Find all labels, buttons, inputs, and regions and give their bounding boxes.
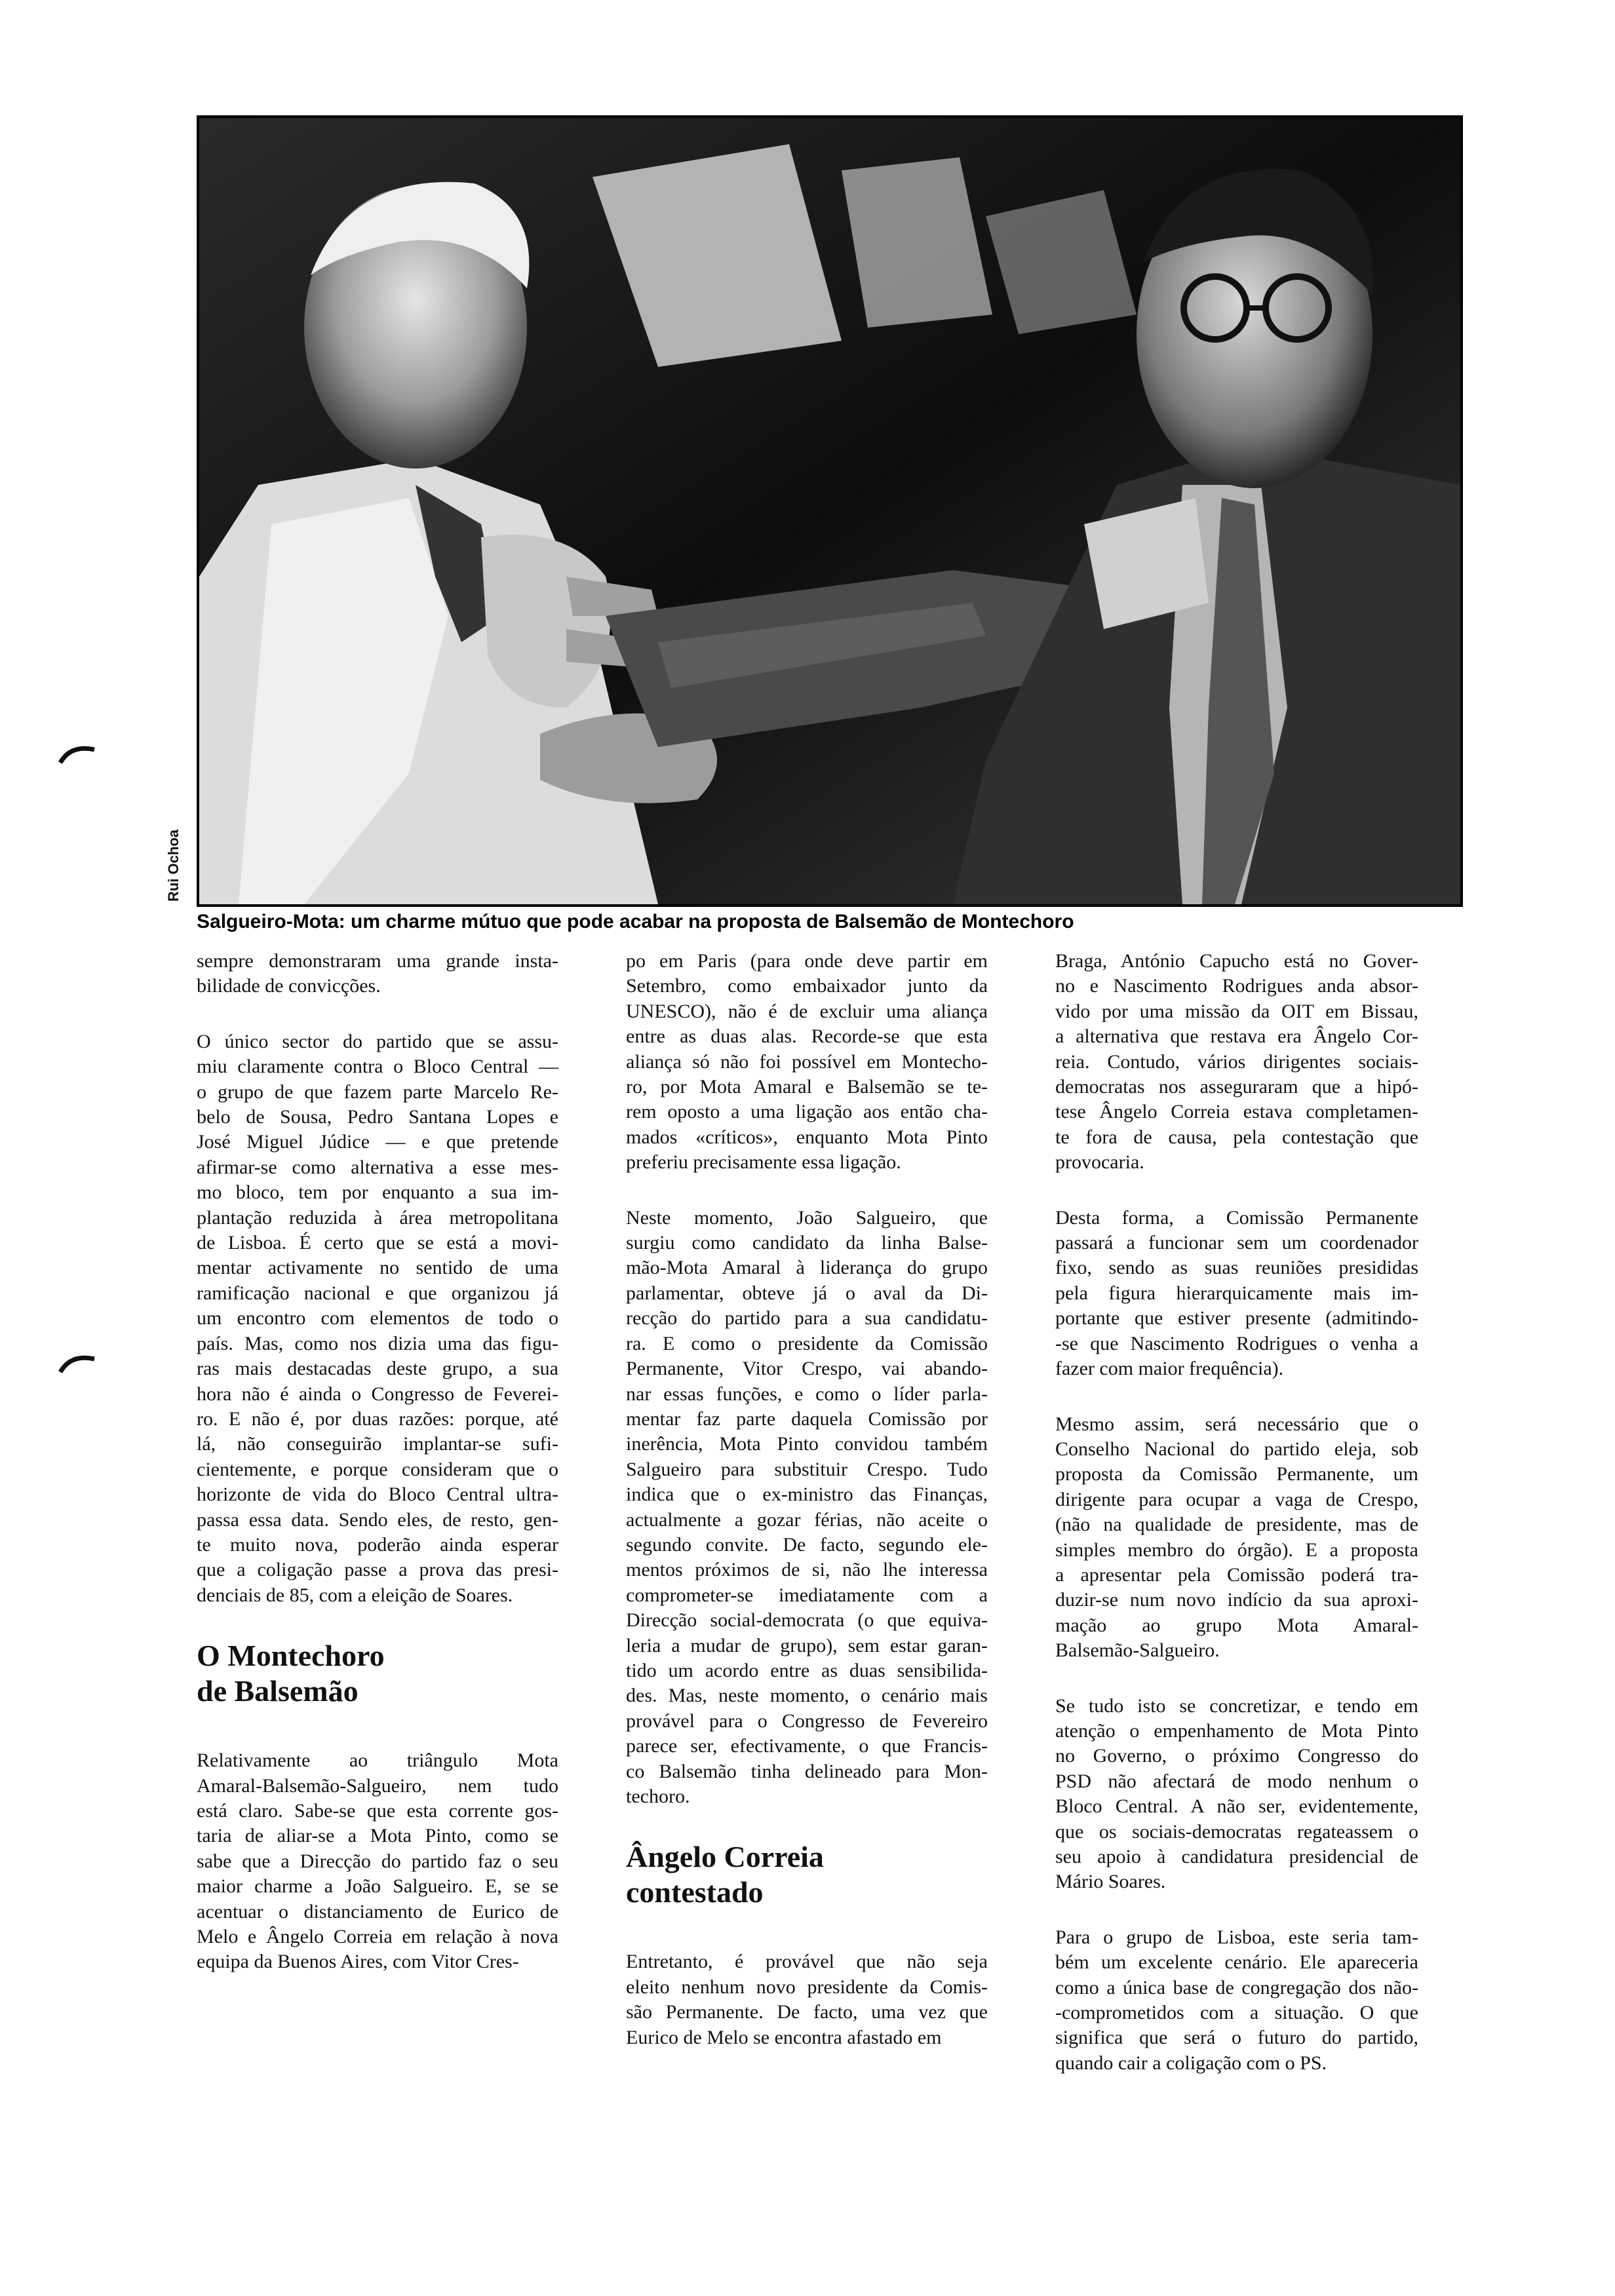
text-line: mão-Mota Amaral à liderança do grupo [626, 1257, 988, 1279]
text-line: des. Mas, neste momento, o cenário mais [626, 1685, 988, 1707]
text-line: equipa da Buenos Aires, com Vitor Cres- [197, 1951, 519, 1973]
text-line: passará a funcionar sem um coordenador [1055, 1232, 1418, 1254]
text-line: a alternativa que restava era Ângelo Cor- [1055, 1025, 1418, 1048]
text-line: Ângelo Correia [626, 1840, 824, 1874]
subheading [626, 1839, 988, 1910]
photo-image [199, 118, 1460, 904]
text-line: denciais de 85, com a eleição de Soares. [197, 1584, 513, 1606]
text-line: reia. Contudo, vários dirigentes sociais- [1055, 1050, 1418, 1073]
text-line: simples membro do órgão). E a proposta [1055, 1539, 1418, 1561]
text-line: sabe que a Direcção do partido faz o seu [197, 1850, 558, 1872]
text-line: ras mais destacadas deste grupo, a sua [197, 1358, 558, 1380]
text-line: pela figura hierarquicamente mais im- [1055, 1282, 1418, 1304]
text-line: proposta da Comissão Permanente, um [1055, 1463, 1418, 1485]
photo-credit: Rui Ochoa [165, 829, 182, 902]
text-line: a apresentar pela Comissão poderá tra- [1055, 1563, 1418, 1586]
text-line: Permanente, Vitor Crespo, vai abando- [626, 1358, 988, 1380]
paragraph [1055, 1206, 1418, 1382]
text-line: lá, não conseguirão implantar-se sufi- [197, 1433, 558, 1455]
text-line: Desta forma, a Comissão Permanente [1055, 1206, 1418, 1229]
text-line: Melo e Ângelo Correia em relação à nova [197, 1926, 558, 1947]
text-line: Eurico de Melo se encontra afastado em [626, 2026, 942, 2048]
text-line: parece ser, efectivamente, o que Francis- [626, 1735, 988, 1757]
column-3 [1055, 949, 1418, 2106]
text-line: quando cair a coligação com o PS. [1055, 2052, 1327, 2074]
text-line: Neste momento, João Salgueiro, que [626, 1206, 988, 1229]
text-line: mentos próximos de si, não lhe interessa [626, 1559, 988, 1581]
text-line: dirigente para ocupar a vaga de Crespo, [1055, 1488, 1418, 1510]
text-line: Para o grupo de Lisboa, este seria tam- [1055, 1926, 1418, 1948]
text-line: mentar faz parte daquela Comissão por [626, 1407, 988, 1430]
column-2 [626, 949, 988, 2080]
text-line: Entretanto, é provável que não seja [626, 1951, 988, 1973]
text-line: segundo convite. De facto, segundo ele- [626, 1533, 988, 1556]
text-line: techoro. [626, 1786, 690, 1807]
text-line: O único sector do partido que se assu- [197, 1030, 558, 1052]
text-line: inerência, Mota Pinto convidou também [626, 1433, 988, 1455]
text-line: actualmente a gozar férias, não aceite o [626, 1508, 988, 1531]
text-line: ra. E como o presidente da Comissão [626, 1332, 988, 1354]
text-line: de Balsemão [197, 1674, 359, 1708]
text-line: passa essa data. Sendo eles, de resto, gen- [197, 1508, 558, 1531]
text-line: atenção o empenhamento de Mota Pinto [1055, 1719, 1418, 1742]
paragraph [197, 1029, 558, 1608]
text-line: te muito nova, poderão ainda esperar [197, 1533, 558, 1556]
text-line: Salgueiro para substituir Crespo. Tudo [626, 1458, 988, 1480]
text-line: fazer com maior frequência). [1055, 1358, 1284, 1380]
text-line: tido um acordo entre as duas sensibilida- [626, 1659, 988, 1681]
text-line: nar essas funções, e como o líder parla- [626, 1383, 988, 1405]
text-line: fixo, sendo as suas reuniões presididas [1055, 1257, 1418, 1279]
paragraph [626, 1949, 988, 2050]
text-line: afirmar-se como alternativa a esse mes- [197, 1156, 558, 1178]
text-line: democratas nos asseguraram que a hipó- [1055, 1076, 1418, 1098]
text-line: duzir-se num novo indício da sua aproxi- [1055, 1589, 1418, 1611]
text-line: significa que será o futuro do partido, [1055, 2027, 1418, 2049]
text-line: eleito nenhum novo presidente da Comis- [626, 1976, 988, 1998]
text-line: mentar activamente no sentido de uma [197, 1257, 558, 1279]
text-line: hora não é ainda o Congresso de Feverei- [197, 1383, 558, 1405]
text-line: Mesmo assim, será necessário que o [1055, 1413, 1418, 1435]
paragraph [626, 949, 988, 1176]
text-line: seu apoio à candidatura presidencial de [1055, 1846, 1418, 1867]
text-line: -se que Nascimento Rodrigues o venha a [1055, 1332, 1418, 1354]
paragraph [626, 1206, 988, 1810]
text-line: Direcção social-democrata (o que equiva- [626, 1609, 988, 1632]
text-line: bilidade de convicções. [197, 975, 381, 997]
text-line: entre as duas alas. Recorde-se que esta [626, 1025, 988, 1048]
paragraph [1055, 1925, 1418, 2076]
paragraph [1055, 949, 1418, 1176]
text-line: que os sociais-democratas regateassem o [1055, 1820, 1418, 1843]
text-line: taria de aliar-se a Mota Pinto, como se [197, 1825, 558, 1847]
text-line: o grupo de que fazem parte Marcelo Re- [197, 1081, 558, 1103]
text-line: mo bloco, tem por enquanto a sua im- [197, 1181, 558, 1204]
subheading [197, 1638, 558, 1709]
text-line: Mário Soares. [1055, 1871, 1166, 1893]
text-line: Conselho Nacional do partido eleja, sob [1055, 1438, 1418, 1460]
text-line: plantação reduzida à área metropolitana [197, 1206, 558, 1229]
photo-caption: Salgueiro-Mota: um charme mútuo que pode acabar na proposta de Balsemão de Montechoro [197, 911, 1074, 932]
text-line: rem oposto a uma ligação aos então cha- [626, 1101, 988, 1123]
text-line: José Miguel Júdice — e que pretende [197, 1131, 558, 1153]
text-line: PSD não afectará de modo nenhum o [1055, 1770, 1418, 1792]
text-line: ro, por Mota Amaral e Balsemão se te- [626, 1076, 988, 1098]
scan-mark [58, 1350, 97, 1376]
text-line: Relativamente ao triângulo Mota [197, 1750, 558, 1772]
text-line: mação ao grupo Mota Amaral- [1055, 1614, 1418, 1636]
text-line: bém um excelente cenário. Ele apareceria [1055, 1951, 1418, 1974]
text-line: país. Mas, como nos dizia uma das figu- [197, 1332, 558, 1354]
text-line: (não na qualidade de presidente, mas de [1055, 1514, 1418, 1536]
text-line: de Lisboa. É certo que se está a movi- [197, 1232, 558, 1254]
text-line: horizonte de vida do Bloco Central ultra- [197, 1483, 558, 1506]
text-line: miu claramente contra o Bloco Central — [197, 1056, 558, 1078]
text-line: te fora de causa, pela contestação que [1055, 1126, 1418, 1148]
text-line: comprometer-se imediatamente com a [626, 1584, 988, 1606]
paragraph [1055, 1412, 1418, 1664]
text-line: co Balsemão tinha delineado para Mon- [626, 1760, 988, 1782]
text-line: que a coligação passe a prova das presi- [197, 1559, 558, 1581]
text-line: Amaral-Balsemão-Salgueiro, nem tudo [197, 1774, 558, 1797]
text-line: aliança só não foi possível em Montecho- [626, 1050, 988, 1073]
text-line: provável para o Congresso de Fevereiro [626, 1710, 988, 1732]
text-line: sempre demonstraram uma grande insta- [197, 950, 558, 972]
text-line: cientemente, e porque consideram que o [197, 1458, 558, 1480]
text-line: ramificação nacional e que organizou já [197, 1282, 558, 1304]
text-line: Balsemão-Salgueiro. [1055, 1639, 1220, 1662]
text-line: leria a mudar de grupo), sem estar garan- [626, 1634, 988, 1656]
column-1 [197, 949, 558, 2005]
text-line: mados «críticos», enquanto Mota Pinto [626, 1126, 988, 1148]
text-line: po em Paris (para onde deve partir em [626, 950, 988, 972]
text-line: provocaria. [1055, 1151, 1144, 1174]
text-line: UNESCO), não é de excluir uma aliança [626, 1000, 988, 1022]
text-line: está claro. Sabe-se que esta corrente gos- [197, 1799, 558, 1822]
text-line: -comprometidos com a situação. O que [1055, 2002, 1418, 2024]
text-line: no e Nascimento Rodrigues anda absor- [1055, 975, 1418, 997]
text-line: Braga, António Capucho está no Gover- [1055, 950, 1418, 972]
text-line: vido por uma missão da OIT em Bissau, [1055, 1000, 1418, 1022]
article-photo [197, 115, 1463, 907]
paragraph [197, 1748, 558, 1975]
text-line: portante que estiver presente (admitindo- [1055, 1307, 1418, 1330]
text-line: parlamentar, obteve já o aval da Di- [626, 1282, 988, 1304]
text-line: indica que o ex-ministro das Finanças, [626, 1483, 988, 1506]
text-line: tese Ângelo Correia estava completamen- [1055, 1101, 1418, 1123]
text-line: O Montechoro [197, 1639, 385, 1673]
text-line: no Governo, o próximo Congresso do [1055, 1745, 1418, 1767]
text-line: Se tudo isto se concretizar, e tendo em [1055, 1694, 1418, 1717]
scan-mark [58, 740, 97, 767]
text-line: ro. E não é, por duas razões: porque, até [197, 1407, 558, 1430]
text-line: contestado [626, 1875, 764, 1909]
text-line: são Permanente. De facto, uma vez que [626, 2001, 988, 2023]
text-line: Bloco Central. A não ser, evidentemente, [1055, 1795, 1418, 1818]
text-line: acentuar o distanciamento de Eurico de [197, 1900, 558, 1923]
paragraph [1055, 1694, 1418, 1895]
text-line: recção do partido para a sua candidatu- [626, 1307, 988, 1330]
text-line: preferiu precisamente essa ligação. [626, 1151, 901, 1174]
text-line: Setembro, como embaixador junto da [626, 975, 988, 997]
text-line: maior charme a João Salgueiro. E, se se [197, 1875, 558, 1898]
text-line: belo de Sousa, Pedro Santana Lopes e [197, 1106, 558, 1128]
text-line: um encontro com elementos de todo o [197, 1307, 558, 1330]
text-line: surgiu como candidato da linha Balse- [626, 1232, 988, 1254]
text-line: como a única base de congregação dos não- [1055, 1976, 1418, 1999]
paragraph [197, 949, 558, 999]
